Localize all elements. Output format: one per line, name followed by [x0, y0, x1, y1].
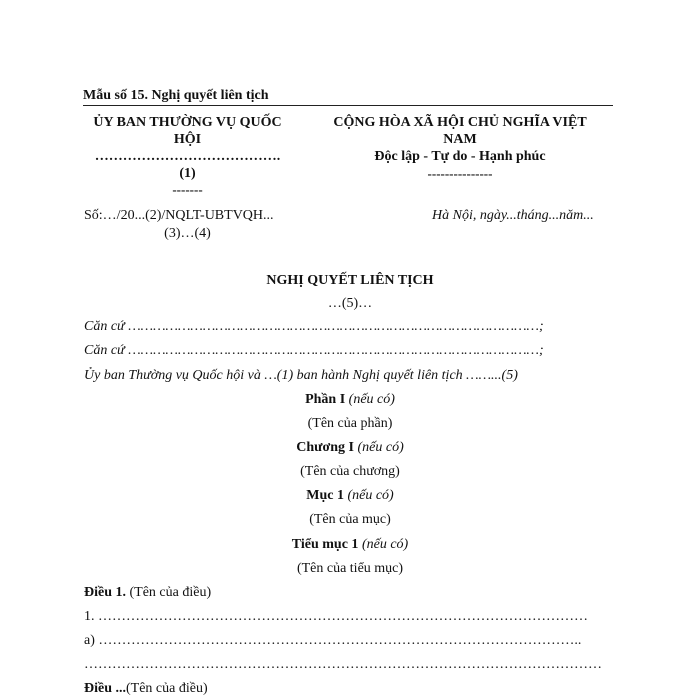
- section-heading: [0, 488, 700, 504]
- article-n-label: Điều ...: [84, 681, 126, 696]
- subsection-label: Tiểu mục 1: [291, 537, 359, 552]
- place-and-date: Hà Nội, ngày...tháng...năm...: [432, 208, 594, 223]
- document-subtitle: …(5)…: [327, 296, 373, 311]
- clause-1: 1. ……………………………………………………………………………………………: [84, 609, 588, 624]
- national-motto: Độc lập - Tự do - Hạnh phúc: [374, 149, 546, 164]
- chapter-heading: [0, 440, 700, 456]
- section-name: (Tên của mục): [309, 512, 391, 527]
- section-note: (nếu có): [347, 488, 394, 503]
- issuing-org-line2: HỘI: [173, 132, 202, 147]
- document-title: NGHỊ QUYẾT LIÊN TỊCH: [266, 273, 434, 288]
- issuing-org-dots: ………………………………….: [94, 149, 281, 164]
- subsection-name: (Tên của tiểu mục): [296, 561, 404, 576]
- chapter-note: (nếu có): [357, 440, 404, 455]
- national-title-line1: CỘNG HÒA XÃ HỘI CHỦ NGHĨA VIỆT: [333, 115, 587, 130]
- chapter-name: (Tên của chương): [300, 464, 400, 479]
- legal-basis-2: Căn cứ ………………………………………………………………………………………;: [84, 343, 544, 358]
- section-label: Mục 1: [306, 488, 344, 503]
- legal-basis-1: Căn cứ ………………………………………………………………………………………;: [84, 319, 544, 334]
- header-divider: [83, 105, 613, 106]
- issuance-statement: Ủy ban Thường vụ Quốc hội và …(1) ban hành Nghị quyết liên tịch ……...(5): [84, 368, 518, 383]
- subsection-heading: [0, 537, 700, 553]
- document-number: Số:…/20...(2)/NQLT-UBTVQH...: [84, 208, 274, 223]
- part-name: (Tên của phần): [307, 416, 393, 431]
- form-title: Mẫu số 15. Nghị quyết liên tịch: [83, 88, 269, 103]
- national-motto-dash: ---------------: [427, 166, 493, 181]
- part-label: Phần I: [305, 392, 346, 407]
- article-1-name: (Tên của điều): [129, 585, 212, 600]
- issuing-org-line1: ỦY BAN THƯỜNG VỤ QUỐC: [93, 115, 282, 130]
- continuation-dots: …………………………………………………………………………………………………: [84, 657, 602, 672]
- article-n-name: (Tên của điều): [126, 681, 208, 696]
- article-1-label: Điều 1.: [84, 585, 126, 600]
- issuing-org-dash: -------: [172, 182, 203, 197]
- issuing-org-note: (1): [179, 166, 196, 181]
- part-note: (nếu có): [348, 392, 395, 407]
- point-a: a) …………………………………………………………………………………………..: [84, 633, 582, 648]
- national-title-line2: NAM: [443, 132, 477, 147]
- article-1-heading: [84, 585, 211, 601]
- document-number-notes: (3)…(4): [164, 226, 211, 241]
- chapter-label: Chương I: [296, 440, 355, 455]
- subsection-note: (nếu có): [361, 537, 409, 552]
- article-n-heading: [84, 681, 208, 697]
- part-heading: [0, 392, 700, 408]
